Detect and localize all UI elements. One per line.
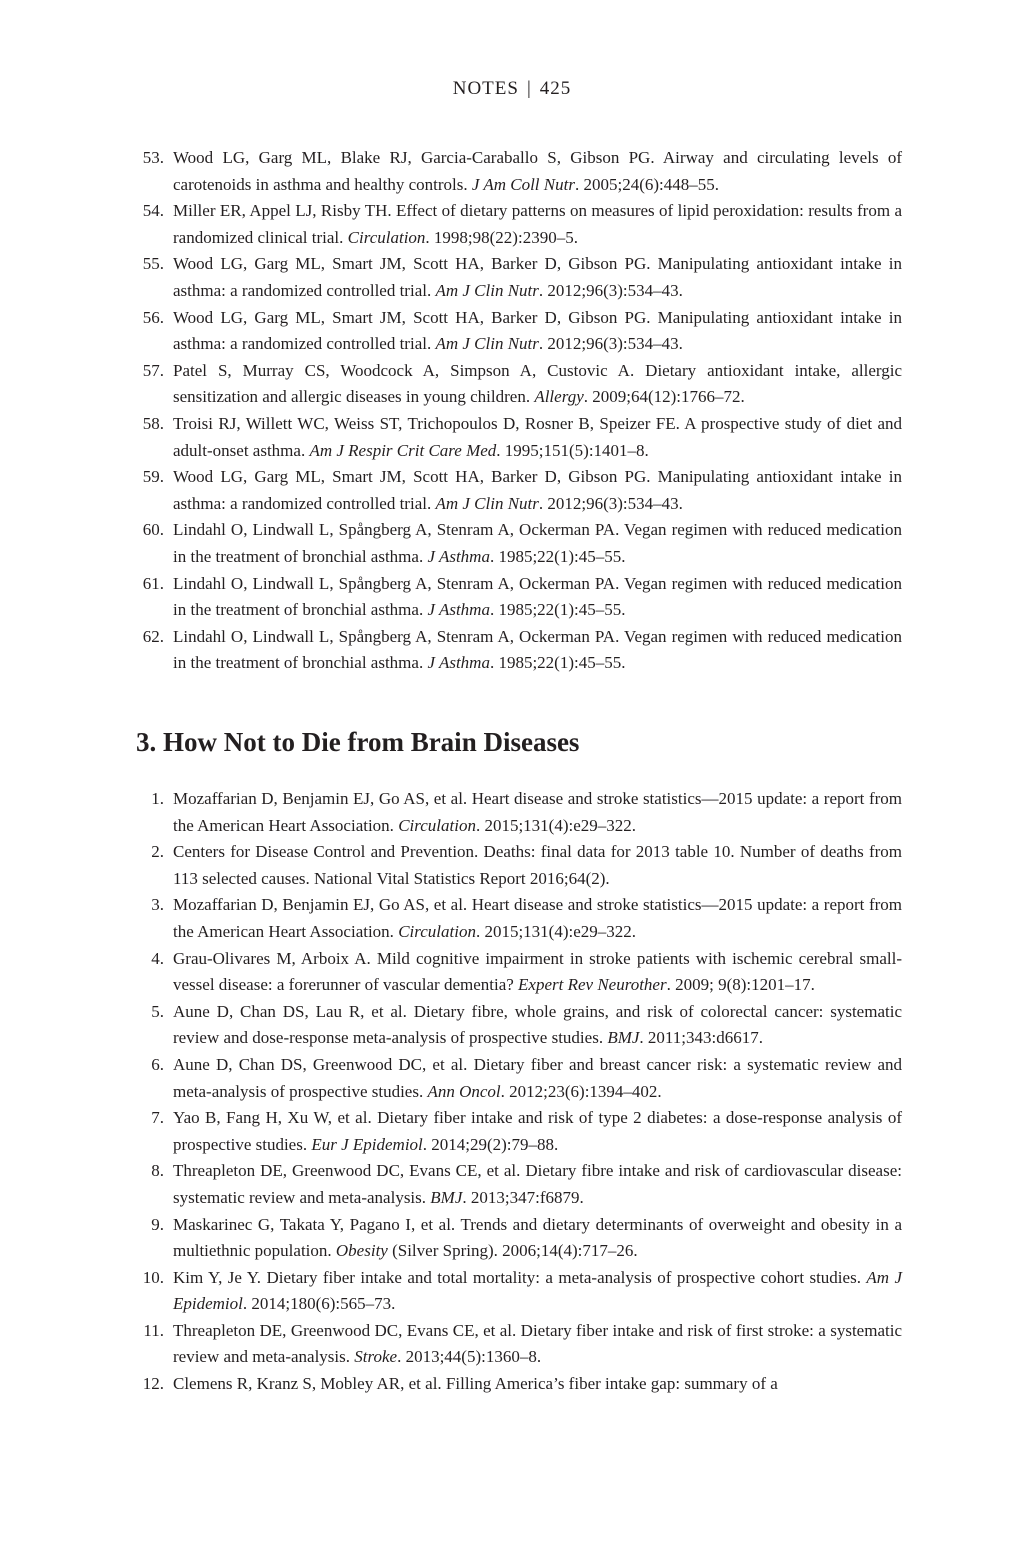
note-citation-text: Wood LG, Garg ML, Smart JM, Scott HA, Barker D, Gibson PG. Manipulating antioxidant intake in asthma: a randomized controlled trial. [173, 467, 902, 513]
note-number: 59. [142, 467, 164, 487]
note-number: 58. [142, 413, 164, 433]
note-journal: Circulation [347, 227, 426, 247]
running-header [0, 78, 1024, 100]
note-journal: Circulation [398, 921, 476, 941]
note-entry [136, 464, 902, 517]
note-citation-details: . 1985;22(1):45–55. [489, 653, 626, 673]
note-journal: Am J Clin Nutr [435, 280, 539, 300]
note-number: 4. [151, 948, 164, 968]
note-entry [136, 1105, 902, 1158]
note-number: 9. [151, 1214, 164, 1234]
note-citation-details: . 2005;24(6):448–55. [574, 174, 719, 194]
note-journal: Am J Epidemiol [173, 1267, 902, 1314]
note-entry [136, 892, 902, 945]
header-separator: | [526, 78, 532, 99]
note-citation-details: . 1995;151(5):1401–8. [496, 440, 649, 460]
note-citation-details: . 1985;22(1):45–55. [489, 546, 626, 566]
note-citation-details: . 2009;64(12):1766–72. [583, 387, 745, 407]
note-entry [136, 251, 902, 304]
note-citation-text: Aune D, Chan DS, Greenwood DC, et al. Dietary fiber and breast cancer risk: a systematic review and meta-analysis of prospective studies. [173, 1054, 902, 1101]
note-number: 2. [151, 842, 164, 862]
note-entry [136, 305, 902, 358]
note-citation-text: Wood LG, Garg ML, Smart JM, Scott HA, Barker D, Gibson PG. Manipulating antioxidant intake in asthma: a randomized controlled trial. [173, 254, 902, 300]
page-number: 425 [539, 78, 572, 99]
note-entry [136, 198, 902, 251]
notes-list-brain-diseases [136, 786, 902, 1398]
note-journal: Am J Clin Nutr [435, 493, 539, 513]
note-journal: J Asthma [427, 600, 490, 620]
note-number: 12. [142, 1374, 164, 1394]
note-citation-text: Grau-Olivares M, Arboix A. Mild cognitive impairment in stroke patients with ischemic cerebral small-vessel disease: a forerunner of vascular dementia? [173, 948, 902, 995]
note-entry [136, 1265, 902, 1318]
note-citation-text: Aune D, Chan DS, Lau R, et al. Dietary fibre, whole grains, and risk of colorectal cancer: systematic review and dose-response meta-analysis of prospective studies. [173, 1001, 902, 1048]
note-citation-details: . 1998;98(22):2390–5. [425, 227, 578, 247]
note-number: 3. [151, 895, 164, 915]
note-citation-text: Patel S, Murray CS, Woodcock A, Simpson A, Custovic A. Dietary antioxidant intake, allergic sensitization and allergic diseases in young children. [173, 360, 902, 407]
note-citation-text: Mozaffarian D, Benjamin EJ, Go AS, et al. Heart disease and stroke statistics—2015 update: a report from the American Heart Association. [173, 895, 902, 941]
note-entry [136, 411, 902, 464]
note-citation-text: Maskarinec G, Takata Y, Pagano I, et al. Trends and dietary determinants of overweight and obesity in a multiethnic population. [173, 1214, 902, 1261]
note-number: 5. [151, 1001, 164, 1021]
note-entry [136, 145, 902, 198]
note-entry [136, 571, 902, 624]
note-entry [136, 1318, 902, 1371]
note-citation-text: Wood LG, Garg ML, Smart JM, Scott HA, Barker D, Gibson PG. Manipulating antioxidant intake in asthma: a randomized controlled trial. [173, 307, 902, 354]
note-number: 60. [142, 520, 164, 540]
note-entry [136, 1052, 902, 1105]
note-entry [136, 1158, 902, 1211]
note-number: 54. [142, 201, 164, 221]
note-entry [136, 517, 902, 570]
note-entry [136, 999, 902, 1052]
note-number: 11. [143, 1320, 164, 1340]
note-citation-details: . 2009; 9(8):1201–17. [666, 975, 815, 995]
note-citation-details: . 2011;343:d6617. [639, 1028, 763, 1048]
note-journal: Expert Rev Neurother [518, 975, 667, 995]
note-journal: Circulation [398, 815, 476, 835]
note-citation-text: Threapleton DE, Greenwood DC, Evans CE, et al. Dietary fiber intake and risk of first stroke: a systematic review and meta-analysis. [173, 1320, 902, 1367]
note-number: 6. [151, 1054, 164, 1074]
note-number: 56. [142, 307, 164, 327]
note-entry [136, 946, 902, 999]
note-journal: Allergy [534, 387, 584, 407]
note-number: 10. [142, 1267, 164, 1287]
note-citation-text: Lindahl O, Lindwall L, Spångberg A, Stenram A, Ockerman PA. Vegan regimen with reduced medication in the treatment of bronchial asthma. [173, 573, 902, 620]
note-citation-details: . 2012;96(3):534–43. [538, 280, 683, 300]
note-entry [136, 786, 902, 839]
note-citation-text: Miller ER, Appel LJ, Risby TH. Effect of dietary patterns on measures of lipid peroxidation: results from a randomized clinical trial. [173, 201, 902, 247]
note-number: 8. [151, 1161, 164, 1181]
note-citation-text: Kim Y, Je Y. Dietary fiber intake and total mortality: a meta-analysis of prospective cohort studies. [173, 1267, 867, 1287]
note-number: 7. [151, 1108, 164, 1128]
note-citation-details: . 2015;131(4):e29–322. [475, 921, 637, 941]
note-citation-details: . 2014;29(2):79–88. [422, 1134, 559, 1154]
note-number: 61. [142, 573, 164, 593]
section-title: 3. How Not to Die from Brain Diseases [136, 727, 580, 757]
note-citation-text: Mozaffarian D, Benjamin EJ, Go AS, et al. Heart disease and stroke statistics—2015 update: a report from the American Heart Association. [173, 789, 902, 835]
note-number: 55. [142, 254, 164, 274]
note-citation-details: . 1985;22(1):45–55. [489, 600, 626, 620]
note-number: 62. [142, 626, 164, 646]
note-journal: J Asthma [427, 546, 490, 566]
note-journal: BMJ [607, 1028, 640, 1048]
note-journal: Am J Respir Crit Care Med [309, 440, 497, 460]
note-number: 57. [142, 360, 164, 380]
note-journal: J Am Coll Nutr [471, 174, 575, 194]
note-journal: Am J Clin Nutr [435, 334, 539, 354]
note-citation-details: (Silver Spring). 2006;14(4):717–26. [387, 1241, 638, 1261]
note-citation-details: . 2012;96(3):534–43. [538, 334, 683, 354]
note-citation-details: . 2015;131(4):e29–322. [475, 815, 637, 835]
note-citation-text: Clemens R, Kranz S, Mobley AR, et al. Filling America’s fiber intake gap: summary of a [173, 1374, 778, 1394]
note-number: 1. [151, 789, 164, 808]
header-section-label: NOTES [452, 78, 519, 99]
note-journal: Obesity [335, 1241, 388, 1261]
note-journal: BMJ [430, 1187, 463, 1207]
note-citation-text: Yao B, Fang H, Xu W, et al. Dietary fiber intake and risk of type 2 diabetes: a dose-response analysis of prospective studies. [173, 1108, 902, 1154]
note-journal: Ann Oncol [427, 1081, 501, 1101]
note-citation-details: . 2012;23(6):1394–402. [500, 1081, 662, 1101]
note-citation-text: Troisi RJ, Willett WC, Weiss ST, Trichopoulos D, Rosner B, Speizer FE. A prospective study of diet and adult-onset asthma. [173, 413, 902, 460]
note-citation-text: Wood LG, Garg ML, Blake RJ, Garcia-Caraballo S, Gibson PG. Airway and circulating levels of carotenoids in asthma and healthy controls. [173, 148, 902, 194]
note-number: 53. [142, 148, 164, 167]
note-journal: J Asthma [427, 653, 490, 673]
note-entry [136, 358, 902, 411]
note-citation-text: Centers for Disease Control and Prevention. Deaths: final data for 2013 table 10. Number of deaths from 113 selected causes. National Vital Statistics Report 2016;64(2). [173, 842, 902, 888]
note-entry [136, 624, 902, 677]
note-citation-details: . 2012;96(3):534–43. [538, 493, 683, 513]
note-entry [136, 1212, 902, 1265]
note-journal: Stroke [354, 1347, 398, 1367]
note-entry [136, 839, 902, 892]
note-citation-text: Lindahl O, Lindwall L, Spångberg A, Stenram A, Ockerman PA. Vegan regimen with reduced medication in the treatment of bronchial asthma. [173, 520, 902, 566]
notes-list-continued [136, 145, 902, 677]
note-citation-text: Threapleton DE, Greenwood DC, Evans CE, et al. Dietary fibre intake and risk of cardiovascular disease: systematic review and meta-analysis. [173, 1161, 902, 1207]
note-citation-text: Lindahl O, Lindwall L, Spångberg A, Stenram A, Ockerman PA. Vegan regimen with reduced medication in the treatment of bronchial asthma. [173, 626, 902, 673]
note-entry [136, 1371, 902, 1398]
note-citation-details: . 2013;44(5):1360–8. [397, 1347, 542, 1367]
note-citation-details: . 2014;180(6):565–73. [242, 1294, 396, 1314]
note-journal: Eur J Epidemiol [311, 1134, 423, 1154]
note-citation-details: . 2013;347:f6879. [462, 1187, 584, 1207]
